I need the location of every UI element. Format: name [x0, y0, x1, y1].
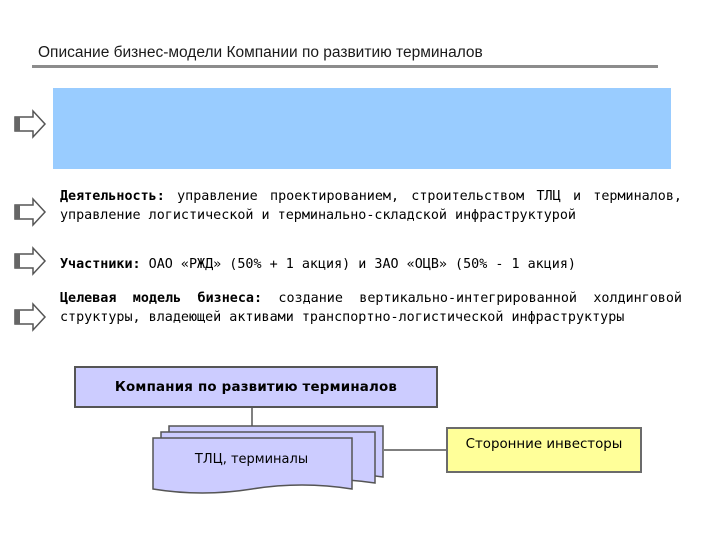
- participants-label: Участники:: [60, 257, 141, 272]
- terminals-label: ТЛЦ, терминалы: [194, 452, 309, 467]
- activity-text: управление проектированием, строительством ТЛЦ и терминалов, управление логистической и терминально-складской инфраструктурой: [60, 189, 682, 223]
- investors-label: Сторонние инвесторы: [465, 437, 623, 452]
- document-shape-front: [152, 437, 354, 499]
- company-box: [74, 366, 438, 408]
- investors-box: [446, 427, 642, 473]
- participants-text: ОАО «РЖД» (50% + 1 акция) и ЗАО «ОЦВ» (50% - 1 акция): [140, 257, 576, 272]
- target-model-text: создание вертикально-интегрированной холдинговой структуры, владеющей активами транспортно-логистической инфраструктуры: [60, 291, 682, 325]
- activity-label: Деятельность:: [60, 189, 165, 204]
- target-model-label: Целевая модель бизнеса:: [60, 291, 263, 306]
- company-label: Компания по развитию терминалов: [114, 379, 398, 395]
- slide-title: Описание бизнес-модели Компании по развитию терминалов: [38, 44, 483, 61]
